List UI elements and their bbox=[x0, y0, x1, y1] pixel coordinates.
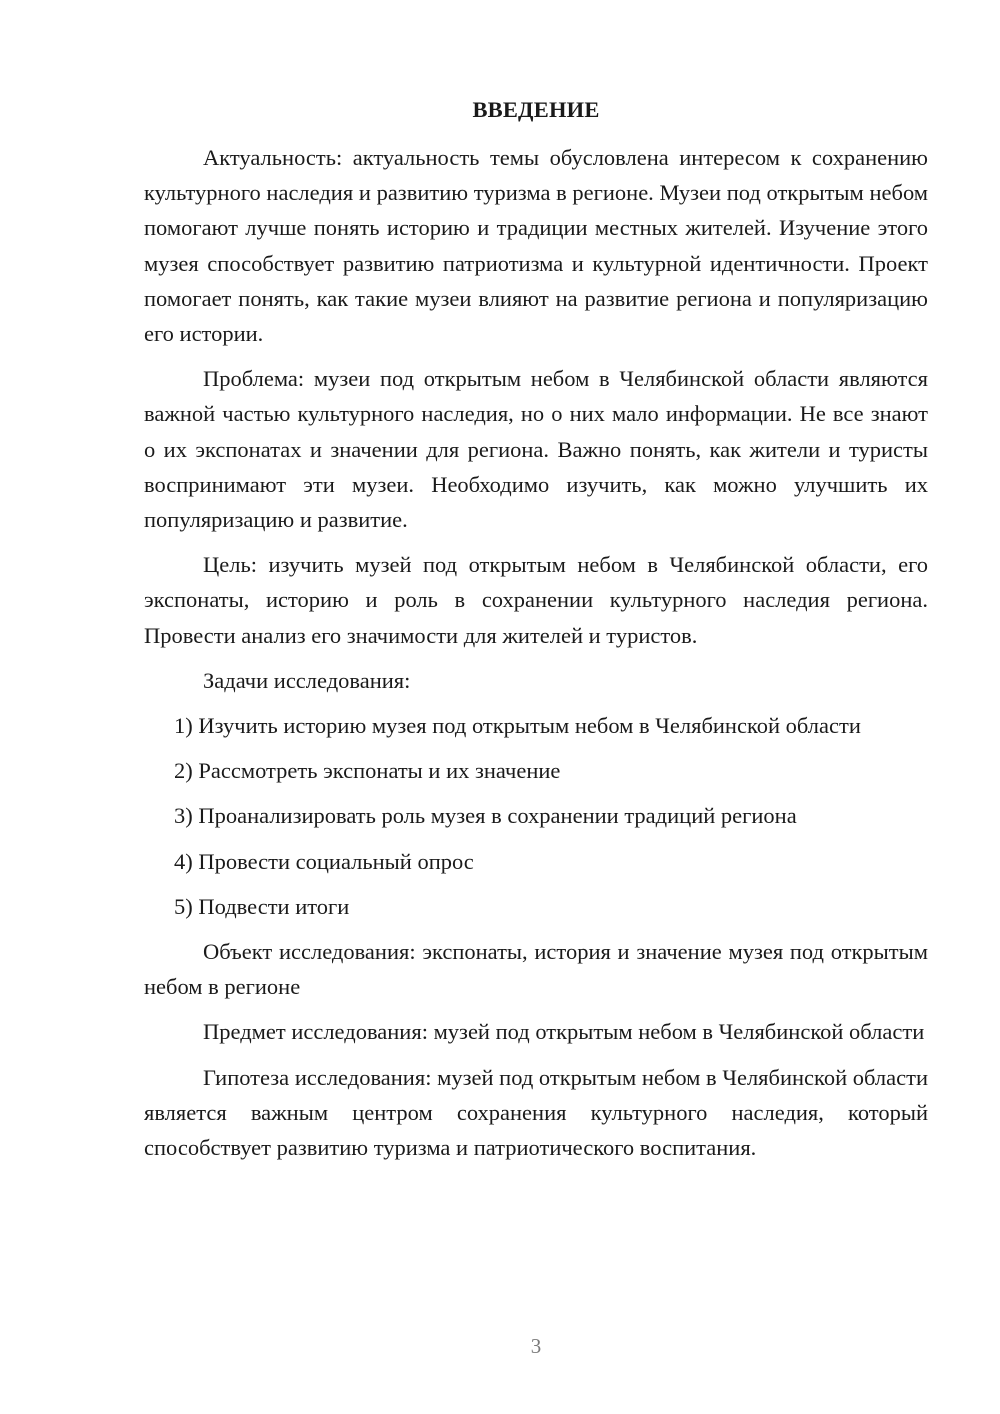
page-number: 3 bbox=[530, 1334, 542, 1358]
task-item-1: 1) Изучить историю музея под открытым небом в Челябинской области bbox=[174, 713, 861, 739]
paragraph-object: Объект исследования: экспонаты, история и значение музея под открытым небом в регионе bbox=[144, 939, 928, 1000]
paragraph-tasks-heading: Задачи исследования: bbox=[203, 667, 411, 693]
paragraph-relevance: Актуальность: актуальность темы обусловлена интересом к сохранению культурного наследия и развитию туризма в регионе. Музеи под открытым небом помогают лучше понять историю и традиции местных жителей. Изучение этого музея способствует развитию патриотизма и культурной идентичности. Проект помогает понять, как такие музеи влияют на развитие региона и популяризацию его истории. bbox=[144, 145, 928, 347]
paragraph-goal: Цель: изучить музей под открытым небом в Челябинской области, его экспонаты, историю и роль в сохранении культурного наследия региона. Провести анализ его значимости для жителей и туристов. bbox=[144, 552, 928, 648]
task-item-2: 2) Рассмотреть экспонаты и их значение bbox=[174, 758, 561, 784]
task-item-5: 5) Подвести итоги bbox=[174, 893, 350, 919]
paragraph-subject: Предмет исследования: музей под открытым небом в Челябинской области bbox=[203, 1019, 925, 1045]
task-item-3: 3) Проанализировать роль музея в сохранении традиций региона bbox=[174, 803, 797, 829]
paragraph-problem: Проблема: музеи под открытым небом в Челябинской области являются важной частью культурного наследия, но о них мало информации. Не все знают о их экспонатах и значении для региона. Важно понять, как жители и туристы воспринимают эти музеи. Необходимо изучить, как можно улучшить их популяризацию и развитие. bbox=[144, 366, 928, 533]
section-title: ВВЕДЕНИЕ bbox=[472, 97, 600, 122]
paragraph-hypothesis: Гипотеза исследования: музей под открытым небом в Челябинской области является важным центром сохранения культурного наследия, который способствует развитию туризма и патриотического воспитания. bbox=[144, 1064, 928, 1161]
task-item-4: 4) Провести социальный опрос bbox=[174, 848, 474, 874]
page-content bbox=[144, 90, 928, 1165]
